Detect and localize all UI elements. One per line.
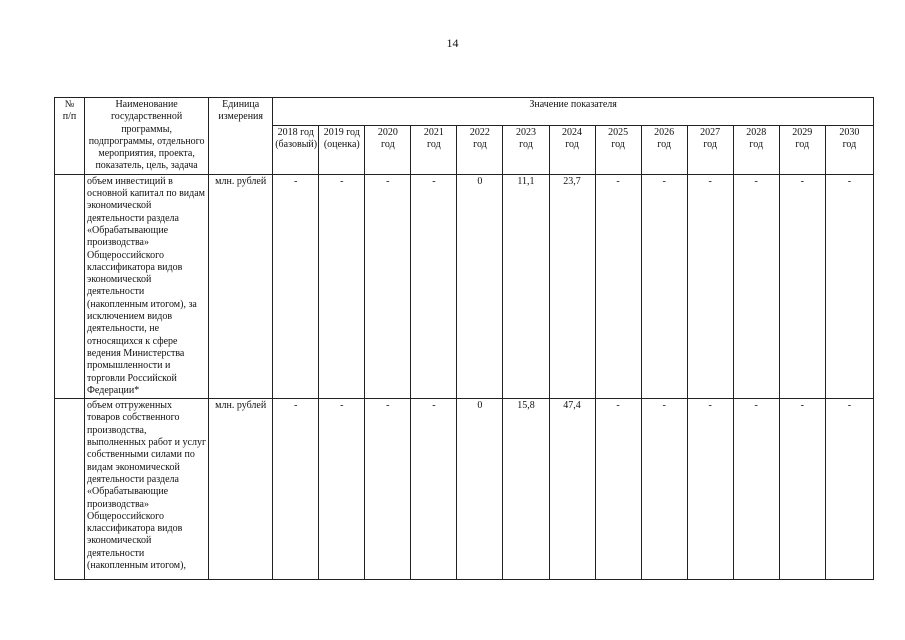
year-note: год [519, 138, 533, 150]
year-label: 2021 [423, 127, 444, 139]
value-2019: - [319, 174, 365, 398]
value-2023: 15,8 [503, 399, 549, 580]
year-label: 2019 год [323, 127, 360, 139]
year-note: год [565, 138, 579, 150]
year-label: 2028 [746, 127, 767, 139]
value-2029: - [779, 399, 825, 580]
year-note: год [749, 138, 764, 150]
year-note: год [795, 138, 810, 150]
value-2021: - [411, 174, 457, 398]
indicator-name: объем инвестиций в основной капитал по видам экономической деятельности раздела «Обрабатывающие производства» Общероссийского классификатора видов экономической деятельности (накопленным итогом), за исключением видов деятельности, не относящихся к сфере ведения Министерства промышленности и торговли Российской Федерации* [85, 174, 209, 398]
header-unit: Единица измерения [209, 98, 273, 175]
year-label: 2024 [562, 127, 583, 139]
value-2018: - [273, 399, 319, 580]
value-2022: 0 [457, 174, 503, 398]
value-2018: - [273, 174, 319, 398]
header-year-2025 [595, 126, 641, 174]
year-label: 2020 [377, 127, 398, 139]
header-year-2024 [549, 126, 595, 174]
row-number [55, 174, 85, 398]
value-2030: - [825, 399, 873, 580]
value-2028: - [733, 174, 779, 398]
year-label: 2018 год [277, 127, 314, 139]
value-2027: - [687, 174, 733, 398]
indicator-unit: млн. рублей [209, 399, 273, 580]
value-2029: - [779, 174, 825, 398]
year-note: год [611, 138, 625, 150]
year-note: год [427, 138, 441, 150]
year-note: год [381, 138, 395, 150]
header-year-2030 [825, 126, 873, 174]
year-note: (базовый) [275, 138, 318, 150]
header-number [55, 98, 85, 175]
header-number-symbol: № [64, 99, 75, 110]
header-year-2019 [319, 126, 365, 174]
header-year-2029 [779, 126, 825, 174]
value-2024: 47,4 [549, 399, 595, 580]
header-year-2027 [687, 126, 733, 174]
header-values-group: Значение показателя [273, 98, 874, 126]
header-year-2026 [641, 126, 687, 174]
indicator-table [54, 97, 874, 580]
year-label: 2030 [839, 127, 860, 139]
year-label: 2023 [515, 127, 536, 139]
value-2024: 23,7 [549, 174, 595, 398]
year-label: 2029 [792, 127, 813, 139]
row-number [55, 399, 85, 580]
value-2026: - [641, 174, 687, 398]
value-2022: 0 [457, 399, 503, 580]
year-label: 2026 [654, 127, 675, 139]
header-year-2021 [411, 126, 457, 174]
value-2025: - [595, 174, 641, 398]
header-year-2020 [365, 126, 411, 174]
indicator-unit: млн. рублей [209, 174, 273, 398]
value-2028: - [733, 399, 779, 580]
value-2020: - [365, 174, 411, 398]
value-2030: - [825, 174, 873, 398]
year-label: 2027 [700, 127, 721, 139]
value-2023: 11,1 [503, 174, 549, 398]
header-number-abbr: п/п [62, 111, 77, 123]
year-label: 2022 [469, 127, 490, 139]
header-name: Наименование государственной программы, подпрограммы, отдельного мероприятия, проекта, показатель, цель, задача [85, 98, 209, 175]
value-2027: - [687, 399, 733, 580]
year-note: (оценка) [323, 138, 360, 150]
year-note: год [842, 138, 857, 150]
header-year-2028 [733, 126, 779, 174]
value-2021: - [411, 399, 457, 580]
header-year-2023 [503, 126, 549, 174]
year-note: год [473, 138, 487, 150]
year-note: год [703, 138, 717, 150]
table-row [55, 174, 874, 398]
value-2026: - [641, 399, 687, 580]
value-2019: - [319, 399, 365, 580]
page-number: 14 [446, 36, 459, 50]
value-2020: - [365, 399, 411, 580]
table-row [55, 399, 874, 580]
header-year-2022 [457, 126, 503, 174]
indicator-name: объем отгруженных товаров собственного производства, выполненных работ и услуг собственными силами по видам экономической деятельности раздела «Обрабатывающие производства» Общероссийского классификатора видов экономической деятельности (накопленным итогом), [85, 399, 209, 580]
value-2025: - [595, 399, 641, 580]
header-year-2018 [273, 126, 319, 174]
year-note: год [657, 138, 671, 150]
year-label: 2025 [608, 127, 629, 139]
